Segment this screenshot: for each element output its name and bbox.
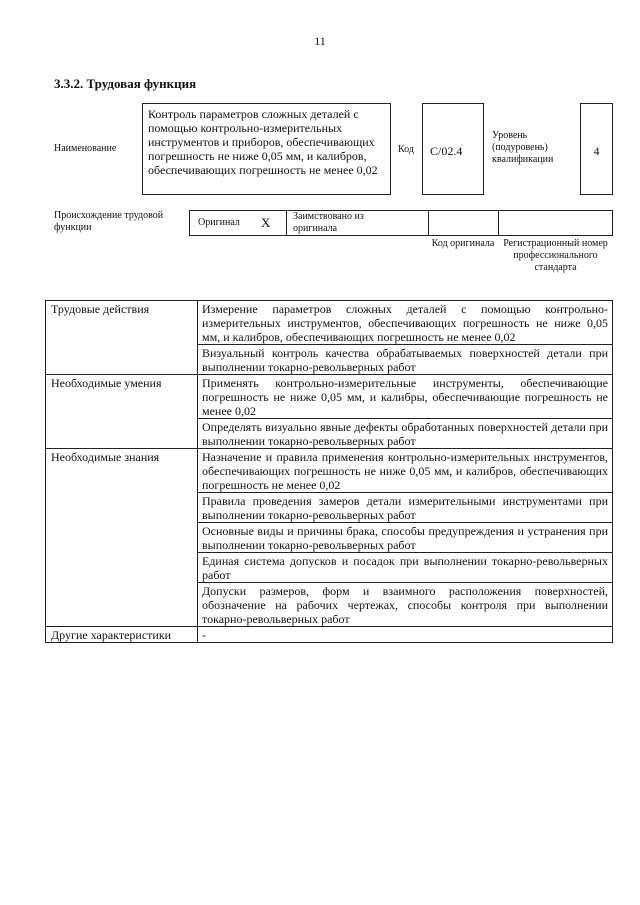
table-item-cell: Визуальный контроль качества обрабатываемых поверхностей детали при выполнении токарно-револьверных работ: [198, 345, 613, 375]
origin-cell-divider: [428, 211, 429, 235]
table-item-cell: Единая система допусков и посадок при выполнении токарно-револьверных работ: [198, 553, 613, 583]
table-category-cell: Другие характеристики: [46, 627, 198, 643]
borrowed-label: Заимствовано из оригинала: [293, 211, 364, 234]
table-item-cell: Допуски размеров, форм и взаимного расположения поверхностей, обозначение на рабочих чертежах, способы контроля при выполнении токарно-револьверных работ: [198, 583, 613, 627]
table-category-cell: Трудовые действия: [46, 301, 198, 375]
table-row: [46, 449, 613, 493]
kod-original-label: Код оригинала: [431, 238, 495, 249]
name-value: Контроль параметров сложных деталей с помощью контрольно-измерительных инструментов и приборов, обеспечивающих погрешность не ниже 0,05 мм, и калибров, обеспечивающих погрешность не менее 0,02: [142, 103, 391, 195]
level-label-text: Уровень (подуровень) квалификации: [492, 130, 554, 165]
level-value: 4: [593, 144, 600, 158]
page-number: 11: [314, 34, 326, 48]
table-row: [46, 375, 613, 419]
table-item-cell: -: [198, 627, 613, 643]
section-title: 3.3.2. Трудовая функция: [54, 76, 197, 91]
table-item-cell: Измерение параметров сложных деталей с помощью контрольно-измерительных инструментов, обеспечивающих погрешность не ниже 0,05 мм, и калибров, обеспечивающих погрешность не менее 0,02: [198, 301, 613, 345]
table-item-cell: Правила проведения замеров детали измерительными инструментами при выполнении токарно-револьверных работ: [198, 493, 613, 523]
origin-label: Происхождение трудовой функции: [54, 210, 164, 233]
function-table: [45, 300, 613, 643]
original-mark: X: [261, 215, 271, 230]
name-label: Наименование: [54, 143, 117, 154]
table-item-cell: Применять контрольно-измерительные инструменты, обеспечивающие погрешность не ниже 0,05 мм, и калибры, обеспечивающие погрешность не менее 0,02: [198, 375, 613, 419]
table-category-cell: Необходимые умения: [46, 375, 198, 449]
table-item-cell: Определять визуально явные дефекты обработанных поверхностей детали при выполнении токарно-револьверных работ: [198, 419, 613, 449]
origin-cell-divider: [498, 211, 499, 235]
table-item-cell: Назначение и правила применения контрольно-измерительных инструментов, обеспечивающих погрешность не ниже 0,05 мм, и калибров, обеспечивающих погрешность не менее 0,02: [198, 449, 613, 493]
kod-value: С/02.4: [430, 144, 463, 158]
origin-table: [189, 210, 613, 236]
kod-label: Код: [398, 144, 414, 155]
function-table-body: [46, 301, 613, 643]
table-row: [46, 627, 613, 643]
original-label: Оригинал: [198, 217, 240, 228]
table-row: [46, 301, 613, 345]
table-item-cell: Основные виды и причины брака, способы предупреждения и устранения при выполнении токарно-револьверных работ: [198, 523, 613, 553]
origin-cell-divider: [286, 211, 287, 235]
level-label: [492, 130, 576, 166]
table-category-cell: Необходимые знания: [46, 449, 198, 627]
reg-number-label: Регистрационный номер профессионального стандарта: [503, 238, 608, 273]
